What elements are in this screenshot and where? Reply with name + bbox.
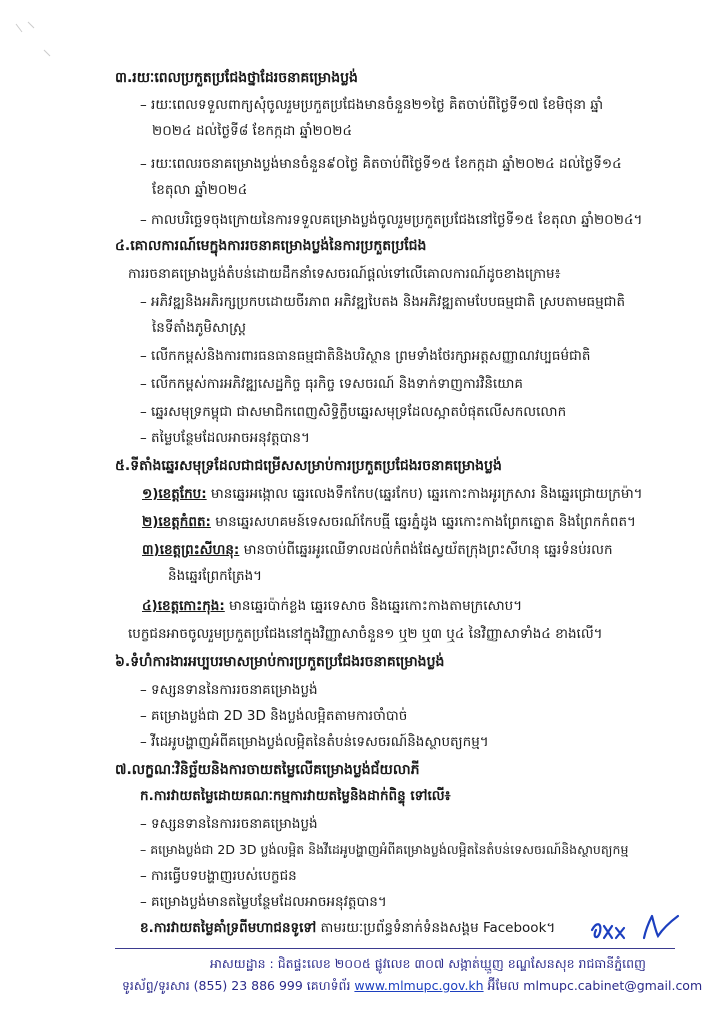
s5-item-kep-label: ១)ខេត្តកែប: <box>142 486 207 502</box>
s5-item-kohkong-label: ៤)ខេត្តកោះកុង: <box>142 598 225 614</box>
s7-sub-b-label: ខ.ការវាយតម្លៃគាំទ្រពីមហាជនទូទៅ <box>140 920 317 936</box>
s5-item-kohkong-text: មានឆ្នេរប៉ាក់ខ្លង ឆ្នេរទេសាច និងឆ្នេរកោះកាងតាមក្រសោប។ <box>224 598 523 614</box>
section-3-heading: ៣.រយៈពេលប្រកួតប្រជែងថ្នាដែរចនាគម្រោងប្លង់ <box>115 70 358 86</box>
s5-item-kampot <box>142 512 636 532</box>
footer-address: អាសយដ្ឋាន : ជិតផ្ទះលេខ ២០០៥ ផ្លូវលេខ ៣០៧ សង្កាត់ឃ្មួញ ខណ្ឌសែនសុខ រាជធានីភ្នំពេញ <box>210 956 646 971</box>
s4-item-1-cont: នៃទីតាំងភូមិសាស្ត្រ <box>152 320 246 336</box>
s4-intro: ការរចនាគម្រោងប្លង់តំបន់ដោយដឹកនាំទេសចរណ៍ផ្ដល់ទៅលើគោលការណ៍ដូចខាងក្រោម៖ <box>128 266 561 282</box>
s5-item-sihanouk <box>142 540 613 560</box>
s6-item-1: – ទស្សនទាននៃការរចនាគម្រោងប្លង់ <box>140 682 318 698</box>
section-7-heading: ៧.លក្ខណៈវិនិច្ឆ័យនិងការចាយតម្លៃលើគម្រោងប្លង់ជ័យលាភី <box>115 762 420 778</box>
s5-item-kep <box>142 484 643 504</box>
s5-item-kep-text: មានឆ្នេរអង្កោល ឆ្នេរលេងទឹកកែប(ឆ្នេរកែប) ឆ្នេរកោះកាងអូរក្រសារ និងឆ្នេរជ្រោយក្រម៉ា។ <box>206 486 643 502</box>
footer-email[interactable]: mlmupc.cabinet@gmail.com <box>523 978 703 993</box>
s5-item-kampot-label: ២)ខេត្តកំពត: <box>142 514 211 530</box>
s7-a-item-4: – គម្រោងប្លង់មានតម្លៃបន្ថែមដែលអាចអនុវត្តបាន។ <box>140 894 387 910</box>
footer-contact <box>122 978 702 997</box>
section-4-heading: ៤.គោលការណ៍មេក្នុងការរចនាគម្រោងប្លង់នៃការប្រកួតប្រជែង <box>115 238 427 254</box>
s6-item-3: – វីដេអូបង្ហាញអំពីគម្រោងប្លង់លម្អិតនៃតំបន់ទេសចរណ៍និងស្ថាបត្យកម្ម។ <box>140 734 489 750</box>
corner-scribble-mark <box>14 20 54 60</box>
s3-item-1: – រយៈពេលទទួលពាក្យសុំចូលរួមប្រកួតប្រជែងមានចំនួន២១ថ្ងៃ គិតចាប់ពីថ្ងៃទី១៧ ខែមិថុនា ឆ្នាំ <box>140 97 604 113</box>
s5-note: បេក្ខជនអាចចូលរួមប្រកួតប្រជែងនៅក្នុងវិញ្ញាសាចំនួន១ ឬ២ ឬ៣ ឬ៤ នៃវិញ្ញាសាទាំង៤ ខាងលើ។ <box>128 626 603 642</box>
section-5-heading: ៥.ទីតាំងឆ្នេរសមុទ្រដែលជាជម្រើសសម្រាប់ការប្រកួតប្រជែងរចនាគម្រោងប្លង់ <box>115 458 502 474</box>
handwritten-initials-signature <box>586 908 686 950</box>
s5-item-kampot-text: មានឆ្នេរសហគមន៍ទេសចរណ៍កែបធ្មី ឆ្នេរភ្នំដូង ឆ្នេរកោះកាងព្រែកត្នោត និងព្រែកកំពត។ <box>210 514 636 530</box>
s5-item-sihanouk-cont: និងឆ្នេរព្រែកត្រែង។ <box>168 568 263 584</box>
footer-website-link[interactable]: www.mlmupc.gov.kh <box>354 978 484 993</box>
s4-item-3: – លើកកម្ពស់ការអភិវឌ្ឍសេដ្ឋកិច្ច ធុរកិច្ច ទេសចរណ៍ និងទាក់ទាញការវិនិយោគ <box>140 376 523 392</box>
s7-sub-a: ក.ការវាយតម្លៃដោយគណៈកម្មការវាយតម្លៃនិងដាក់ពិន្ទុ ទៅលើ៖ <box>140 788 451 804</box>
s5-item-sihanouk-text: មានចាប់ពីឆ្នេរអូរឈើទាលដល់កំពង់ផែស្វយ័តក្រុងព្រះសីហនុ ឆ្នេរទំនប់រលក <box>239 542 613 558</box>
s4-item-1: – អភិវឌ្ឍនិងអភិរក្សប្រកបដោយចីរភាព អភិវឌ្ឍបៃតង និងអភិវឌ្ឍតាមបែបធម្មជាតិ ស្របតាមធម្មជាតិ <box>140 294 626 310</box>
s6-item-2: – គម្រោងប្លង់ជា 2D 3D និងប្លង់លម្អិតតាមការចាំបាច់ <box>140 708 408 724</box>
s4-item-2: – លើកកម្ពស់និងការពារធនធានធម្មជាតិនិងបរិស្ថាន ព្រមទាំងថែរក្សាអត្តសញ្ញាណវប្បធម៌ជាតិ <box>140 348 591 364</box>
s3-item-3: – កាលបរិច្ឆេទចុងក្រោយនៃការទទួលគម្រោងប្លង់ចូលរួមប្រកួតប្រជែងនៅថ្ងៃទី១៥ ខែតុលា ឆ្នាំ២០២៤។ <box>140 212 643 228</box>
s4-item-4: – ឆ្នេរសមុទ្រកម្ពុជា ជាសមាជិកពេញសិទ្ធិក្លឹបឆ្នេរសមុទ្រដែលស្អាតបំផុតលើសកលលោក <box>140 404 567 420</box>
s7-sub-b <box>140 918 555 938</box>
s7-a-item-1: – ទស្សនទាននៃការរចនាគម្រោងប្លង់ <box>140 816 318 832</box>
s4-item-5: – តម្លៃបន្ថែមដែលអាចអនុវត្តបាន។ <box>140 430 310 446</box>
s3-item-2-cont: ខែតុលា ឆ្នាំ២០២៤ <box>152 182 248 198</box>
s3-item-1-cont: ២០២៤ ដល់ថ្ងៃទី៨ ខែកក្កដា ឆ្នាំ២០២៤ <box>152 123 353 139</box>
s7-a-item-3: – ការធ្វើបទបង្ហាញរបស់បេក្ខជន <box>140 868 297 884</box>
footer-email-label: អ៊ីមែល <box>483 978 524 993</box>
s5-item-sihanouk-label: ៣)ខេត្តព្រះសីហនុ: <box>142 542 240 558</box>
section-6-heading: ៦.ទំហំការងារអប្បបរមាសម្រាប់ការប្រកួតប្រជែងរចនាគម្រោងប្លង់ <box>115 654 445 670</box>
footer-divider <box>115 948 675 949</box>
s3-item-2: – រយៈពេលរចនាគម្រោងប្លង់មានចំនួន៩០ថ្ងៃ គិតចាប់ពីថ្ងៃទី១៥ ខែកក្កដា ឆ្នាំ២០២៤ ដល់ថ្ងៃទី១៤ <box>140 156 622 172</box>
s7-a-item-2: – គម្រោងប្លង់ជា 2D 3D ប្លង់លម្អិត និងវីដេអូបង្ហាញអំពីគម្រោងប្លង់លម្អិតនៃតំបន់ទេសចរណ៍និងស្ថាបត្យកម្ម <box>140 842 629 857</box>
s7-sub-b-text: តាមរយៈប្រព័ន្ធទំនាក់ទំនងសង្គម Facebook។ <box>316 920 556 936</box>
footer-phone: ទូរស័ព្ទ/ទូរសារ (855) 23 886 999 គេហទំព័រ <box>122 978 355 993</box>
s5-item-kohkong <box>142 596 522 616</box>
